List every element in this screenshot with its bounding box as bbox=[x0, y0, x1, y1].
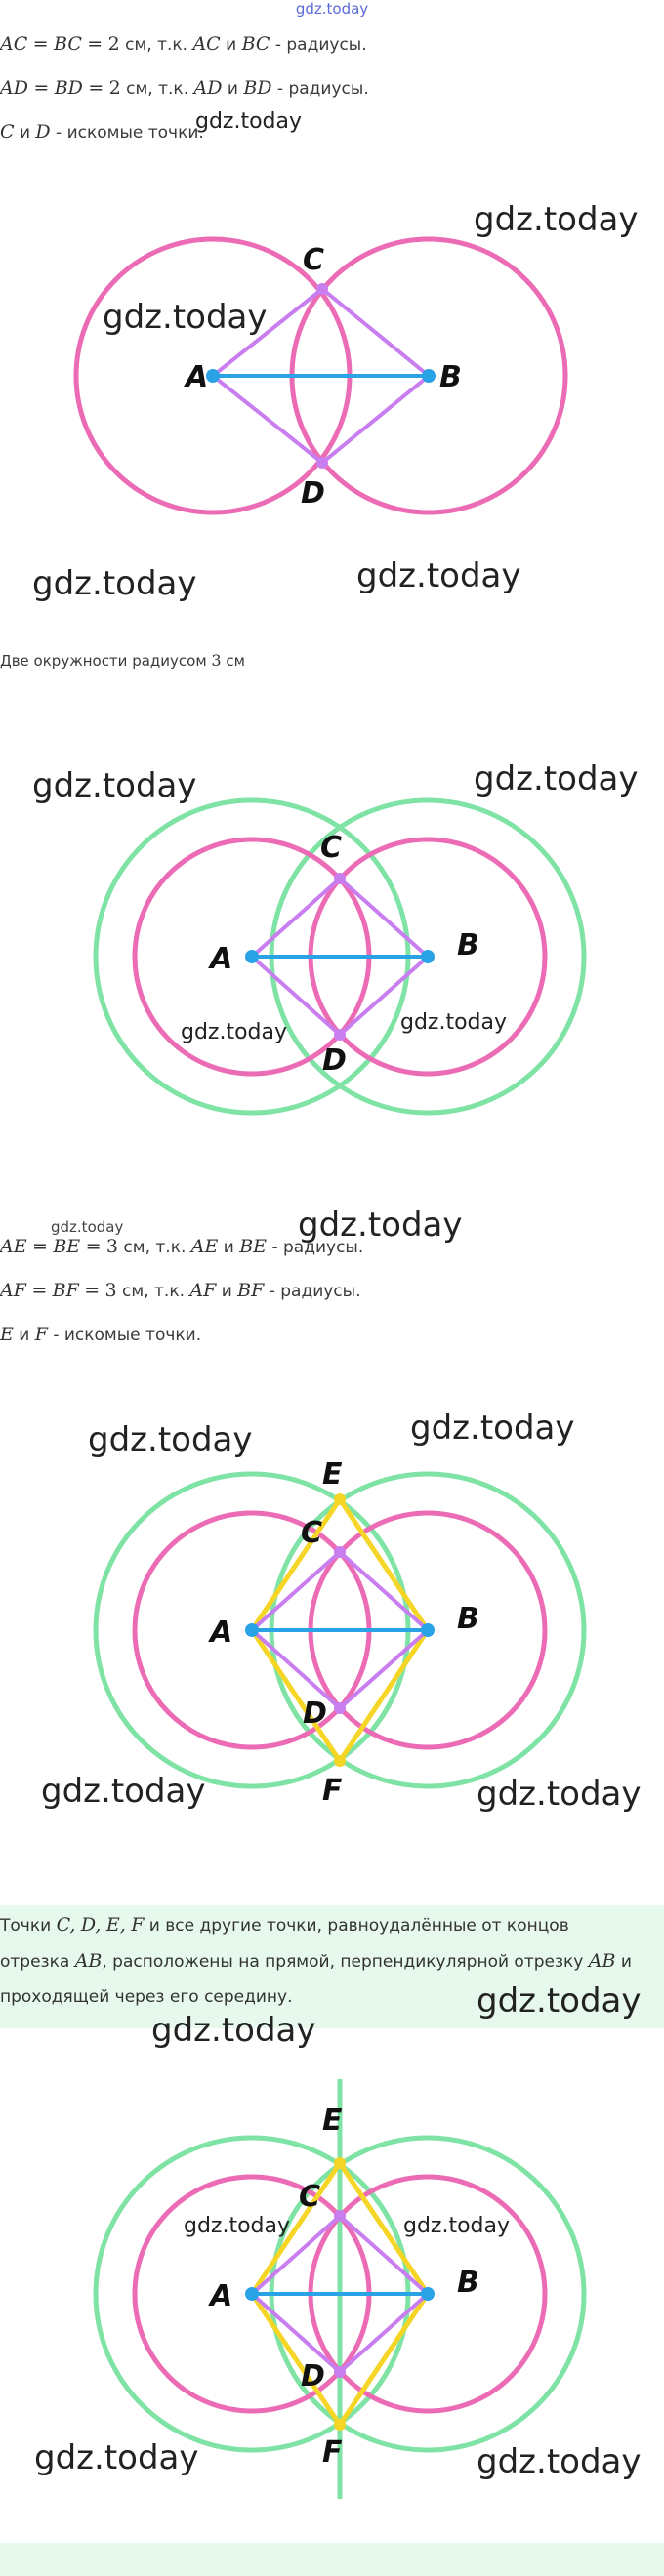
math-f: F bbox=[34, 1324, 48, 1345]
point-d bbox=[334, 1029, 346, 1041]
text-part: - радиусы. bbox=[270, 35, 367, 55]
text-part: и bbox=[218, 1238, 240, 1257]
text-part: см, т.к. bbox=[118, 1238, 191, 1257]
point-d bbox=[316, 457, 328, 469]
point-a bbox=[245, 1623, 259, 1637]
math-bf: BF bbox=[237, 1280, 265, 1301]
point-a bbox=[245, 2287, 259, 2301]
math-bc: BC bbox=[241, 33, 270, 55]
math-ae: AE bbox=[190, 1236, 219, 1257]
text-part: см, т.к. bbox=[120, 79, 194, 99]
math-eq: = bbox=[32, 1236, 48, 1257]
text-line-ef bbox=[0, 1324, 201, 1345]
math-eq: = bbox=[32, 33, 49, 55]
text-line-cd bbox=[0, 121, 204, 143]
math-ad: AD bbox=[0, 77, 28, 99]
label-d: D bbox=[322, 1043, 347, 1078]
label-c: C bbox=[301, 1516, 323, 1550]
text-part: - радиусы. bbox=[264, 1282, 361, 1301]
watermark: gdz.today bbox=[51, 1218, 124, 1236]
label-d: D bbox=[303, 1697, 327, 1731]
diagram-circles-3cm bbox=[0, 791, 664, 1123]
text-part: и bbox=[220, 35, 242, 55]
watermark: gdz.today bbox=[356, 556, 521, 595]
math-ab: AB bbox=[74, 1950, 103, 1972]
watermark: gdz.today bbox=[88, 1420, 253, 1459]
point-e bbox=[334, 2157, 346, 2169]
watermark: gdz.today bbox=[151, 2011, 316, 2050]
diagram-two-circles-2cm bbox=[0, 234, 664, 511]
label-b: B bbox=[457, 928, 479, 962]
math-ac: AC bbox=[192, 33, 221, 55]
watermark: gdz.today bbox=[103, 298, 268, 337]
math-af: AF bbox=[0, 1280, 26, 1301]
label-a: A bbox=[210, 1615, 233, 1650]
point-b bbox=[421, 1623, 435, 1637]
text-part: Точки bbox=[0, 1916, 57, 1936]
text-line-ac-bc bbox=[0, 33, 367, 55]
watermark: gdz.today bbox=[474, 759, 639, 798]
math-number: 3 bbox=[105, 1236, 118, 1257]
watermark: gdz.today bbox=[477, 1775, 642, 1814]
math-number: 3 bbox=[211, 651, 222, 670]
label-e: E bbox=[322, 2104, 343, 2138]
math-bf: BF bbox=[52, 1280, 79, 1301]
text-line-af-bf bbox=[0, 1280, 361, 1301]
watermark: gdz.today bbox=[410, 1409, 575, 1448]
math-eq: = bbox=[84, 1280, 101, 1301]
watermark: gdz.today bbox=[184, 2214, 291, 2238]
text-part: отрезка bbox=[0, 1952, 75, 1972]
math-eq: = bbox=[31, 1280, 48, 1301]
point-d bbox=[334, 1702, 346, 1714]
watermark: gdz.today bbox=[298, 1206, 463, 1245]
watermark: gdz.today bbox=[32, 564, 197, 603]
point-c bbox=[334, 2210, 346, 2222]
label-c: C bbox=[320, 831, 343, 865]
label-e: E bbox=[322, 1457, 343, 1492]
label-c: C bbox=[303, 243, 325, 277]
math-eq: = bbox=[87, 33, 104, 55]
label-a: A bbox=[186, 360, 209, 394]
label-a: A bbox=[210, 2279, 233, 2313]
point-b bbox=[421, 2287, 435, 2301]
conclusion-line-1 bbox=[0, 1907, 654, 1943]
math-e: E bbox=[0, 1324, 14, 1345]
watermark: gdz.today bbox=[34, 2438, 199, 2477]
math-eq: = bbox=[85, 1236, 102, 1257]
text-part: см bbox=[221, 652, 245, 670]
point-e bbox=[334, 1493, 346, 1505]
text-part: Две окружности радиусом bbox=[0, 652, 212, 670]
text-part: и bbox=[216, 1282, 238, 1301]
text-part: и bbox=[14, 123, 36, 143]
label-b: B bbox=[457, 2266, 479, 2300]
math-ab: AB bbox=[588, 1950, 616, 1972]
watermark: gdz.today bbox=[403, 2214, 511, 2238]
point-c bbox=[316, 283, 328, 295]
watermark: gdz.today bbox=[477, 2442, 642, 2481]
point-c bbox=[334, 873, 346, 884]
math-af: AF bbox=[189, 1280, 217, 1301]
label-b: B bbox=[457, 1602, 479, 1636]
text-part: , расположены на прямой, перпендикулярной отрезку bbox=[102, 1952, 589, 1972]
math-ac: AC bbox=[0, 33, 28, 55]
text-part: - искомые точки. bbox=[47, 1326, 202, 1345]
point-f bbox=[334, 2419, 346, 2431]
text-part: см, т.к. bbox=[116, 1282, 190, 1301]
site-logo[interactable]: gdz.today bbox=[295, 0, 369, 18]
label-f: F bbox=[322, 2435, 343, 2470]
math-bd: BD bbox=[243, 77, 272, 99]
math-eq: = bbox=[33, 77, 50, 99]
math-c: C bbox=[0, 121, 15, 143]
math-f: F bbox=[131, 1914, 145, 1936]
text-part: проходящей через его середину. bbox=[0, 1987, 293, 2007]
label-d: D bbox=[301, 476, 325, 511]
math-e: E, bbox=[105, 1914, 126, 1936]
watermark: gdz.today bbox=[474, 200, 639, 239]
point-a bbox=[245, 950, 259, 963]
point-c bbox=[334, 1546, 346, 1558]
math-be: BE bbox=[239, 1236, 268, 1257]
label-c: C bbox=[299, 2180, 321, 2214]
math-d: D bbox=[35, 121, 51, 143]
text-part: - радиусы. bbox=[271, 79, 369, 99]
watermark: gdz.today bbox=[41, 1772, 206, 1811]
math-d: D, bbox=[80, 1914, 102, 1936]
watermark: gdz.today bbox=[195, 109, 303, 134]
math-bc: BC bbox=[54, 33, 82, 55]
label-d: D bbox=[301, 2359, 325, 2393]
text-part: и bbox=[13, 1326, 35, 1345]
text-part: и все другие точки, равноудалённые от концов bbox=[144, 1916, 569, 1936]
text-part: - радиусы. bbox=[267, 1238, 364, 1257]
point-f bbox=[334, 1755, 346, 1767]
text-part: и bbox=[615, 1952, 632, 1972]
math-number: 2 bbox=[107, 33, 120, 55]
watermark: gdz.today bbox=[477, 1982, 642, 2021]
watermark: gdz.today bbox=[181, 1020, 288, 1044]
text-line-ad-bd bbox=[0, 77, 369, 99]
watermark: gdz.today bbox=[32, 766, 197, 805]
watermark: gdz.today bbox=[400, 1010, 508, 1035]
math-number: 2 bbox=[108, 77, 121, 99]
point-d bbox=[334, 2366, 346, 2378]
math-c: C, bbox=[56, 1914, 76, 1936]
text-part: см, т.к. bbox=[119, 35, 193, 55]
math-ad: AD bbox=[193, 77, 223, 99]
conclusion-line-2 bbox=[0, 1943, 654, 1980]
text-part: - искомые точки. bbox=[50, 123, 204, 143]
label-b: B bbox=[439, 360, 462, 394]
math-ae: AE bbox=[0, 1236, 27, 1257]
point-b bbox=[422, 369, 436, 383]
bottom-green-strip bbox=[0, 2543, 664, 2576]
label-a: A bbox=[210, 942, 233, 976]
math-number: 3 bbox=[104, 1280, 117, 1301]
caption-circles-3cm bbox=[0, 651, 245, 670]
math-bd: BD bbox=[54, 77, 83, 99]
math-be: BE bbox=[53, 1236, 81, 1257]
point-b bbox=[421, 950, 435, 963]
diagram-points-e-f bbox=[0, 1445, 664, 1816]
math-eq: = bbox=[88, 77, 104, 99]
text-part: и bbox=[222, 79, 244, 99]
label-f: F bbox=[322, 1774, 343, 1808]
